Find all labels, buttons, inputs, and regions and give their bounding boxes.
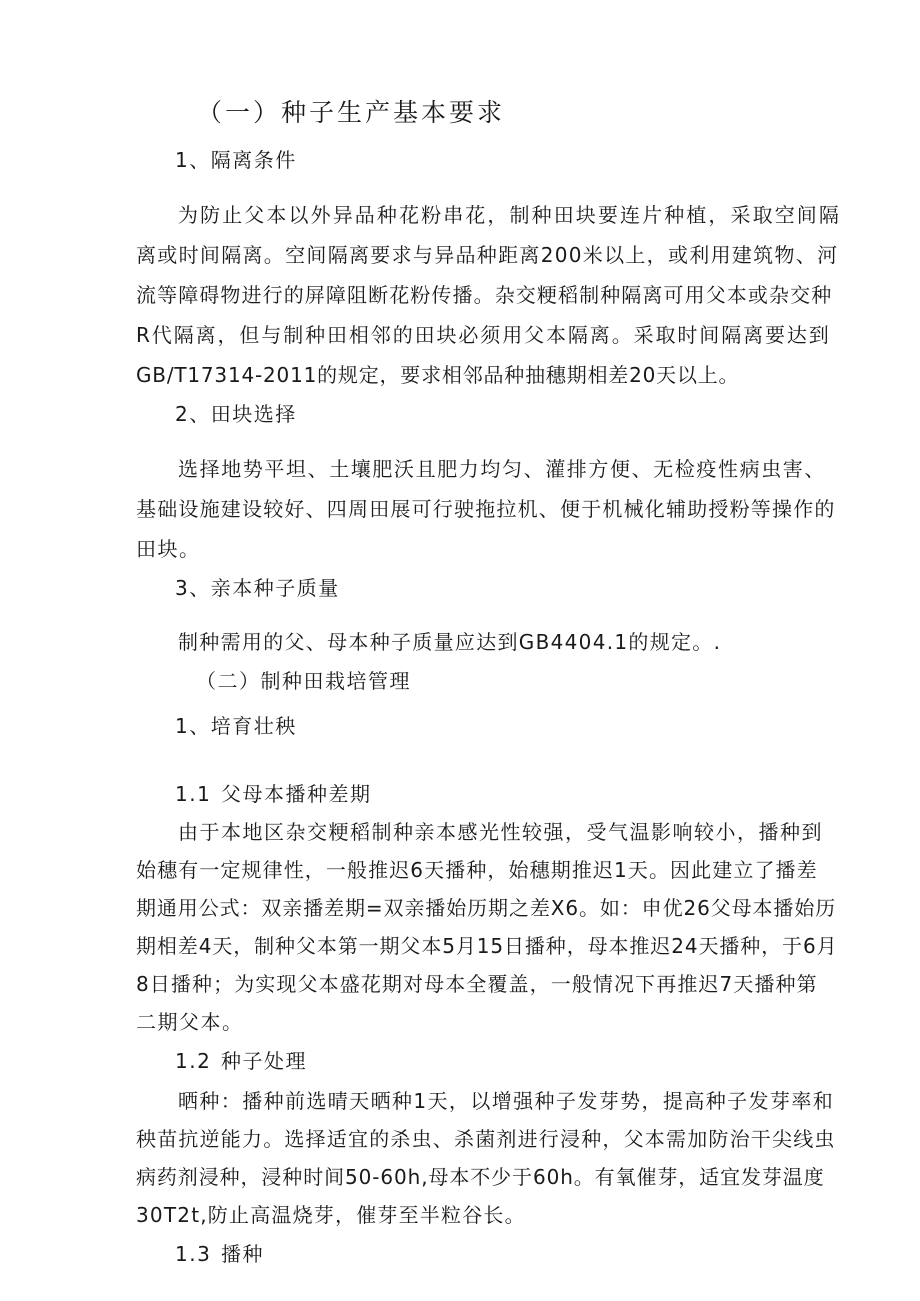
subsection-heading-seed-treatment — [175, 1047, 307, 1075]
part-title-cultivation: （二）制种田栽培管理 — [196, 669, 411, 693]
text-line: 秧苗抗逆能力。选择适宜的杀虫、杀菌剂进行浸种，父本需加防治干尖线虫 — [136, 1127, 836, 1151]
text-line: 田块。 — [136, 537, 201, 561]
text-line: 病药剂浸种，浸种时间50-60h,母本不少于60h。有氧催芽，适宜发芽温度 — [136, 1165, 825, 1189]
text-line: 期通用公式：双亲播差期=双亲播始历期之差X6。如：申优26父母本播始历 — [136, 896, 837, 920]
text-line: 为防止父本以外异品种花粉串花，制种田块要连片种植，采取空间隔 — [178, 203, 841, 227]
section-heading-field-selection: 2、田块选择 — [175, 402, 297, 426]
subsection-number: 1.1 — [175, 782, 212, 806]
subsection-label: 种子处理 — [221, 1049, 307, 1073]
section-heading-seedlings: 1、培育壮秧 — [175, 714, 297, 738]
subsection-heading-sowing-interval — [175, 780, 372, 808]
text-line: 期相差4天，制种父本第一期父本5月15日播种，母本推迟24天播种，于6月 — [136, 934, 838, 958]
section-heading-isolation: 1、隔离条件 — [175, 148, 297, 172]
subsection-label: 播种 — [221, 1242, 264, 1266]
text-line: 二期父本。 — [136, 1010, 244, 1034]
text-line: 制种需用的父、母本种子质量应达到GB4404.1的规定。. — [178, 630, 722, 654]
text-line: R代隔离，但与制种田相邻的田块必须用父本隔离。采取时间隔离要达到 — [136, 323, 831, 347]
text-line: 始穗有一定规律性，一般推迟6天播种，始穗期推迟1天。因此建立了播差 — [136, 858, 818, 882]
text-line: 离或时间隔离。空间隔离要求与异品种距离200米以上，或利用建筑物、河 — [136, 243, 839, 267]
text-line: 由于本地区杂交粳稻制种亲本感光性较强，受气温影响较小，播种到 — [178, 820, 823, 844]
subsection-label: 父母本播种差期 — [221, 782, 372, 806]
text-line: 晒种：播种前选晴天晒种1天，以增强种子发芽势，提高种子发芽率和 — [178, 1089, 835, 1113]
section-heading-seed-quality: 3、亲本种子质量 — [175, 576, 340, 600]
subsection-heading-sowing — [175, 1240, 264, 1268]
text-line: 流等障碍物进行的屏障阻断花粉传播。杂交粳稻制种隔离可用父本或杂交种 — [136, 283, 833, 307]
text-line: 8日播种；为实现父本盛花期对母本全覆盖，一般情况下再推迟7天播种第 — [136, 972, 818, 996]
text-line: 选择地势平坦、土壤肥沃且肥力均匀、灌排方便、无检疫性病虫害、 — [178, 457, 826, 481]
subsection-number: 1.2 — [175, 1049, 212, 1073]
text-line: GB/T17314-2011的规定，要求相邻品种抽穗期相差20天以上。 — [136, 363, 740, 387]
subsection-number: 1.3 — [175, 1242, 212, 1266]
text-line: 30T2t,防止高温烧芽，催芽至半粒谷长。 — [136, 1203, 526, 1227]
text-line: 基础设施建设较好、四周田展可行驶拖拉机、便于机械化辅助授粉等操作的 — [136, 497, 836, 521]
document-title: （一）种子生产基本要求 — [197, 98, 506, 127]
